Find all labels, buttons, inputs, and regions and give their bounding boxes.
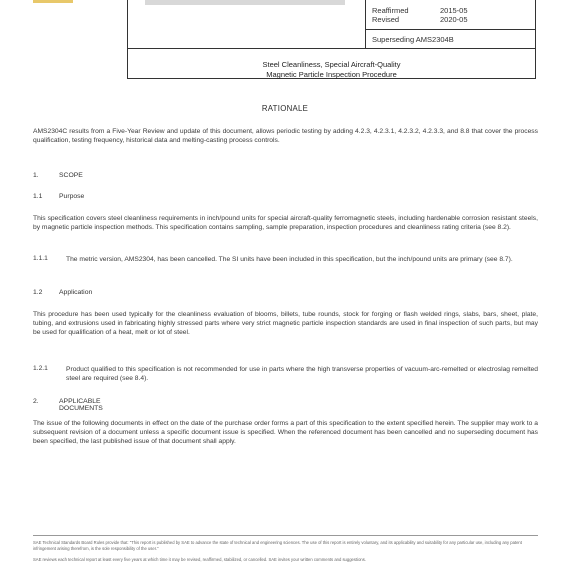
section-title: SCOPE (59, 172, 83, 179)
title-line-2: Magnetic Particle Inspection Procedure (266, 70, 397, 79)
section-2-text: The issue of the following documents in effect on the date of the purchase order forms a part of this specification to the extent specified herein. The supplier may work to a subsequent revision of a document unless a specific document issue is specified. When the referenced document has been cancelled and no superseding document has been specified, the last published issue of that document shall apply. (33, 420, 538, 446)
header-designation-fragment (145, 0, 345, 5)
section-number: 1.1 (33, 193, 43, 200)
rationale-text: AMS2304C results from a Five-Year Review and update of this document, allows periodic testing by adding 4.2.3, 4.2.3.1, 4.2.3.2, 4.2.3.3, and 8.8 that cover the process qualification, testing frequency, historical data and melting-casting process controls. (33, 128, 538, 145)
section-number: 1.2.1 (33, 365, 48, 372)
reaffirmed-date: 2015-05 (440, 6, 468, 15)
document-title (127, 60, 536, 80)
header-box-rule (365, 29, 536, 30)
reaffirmed-label: Reaffirmed (372, 6, 409, 15)
sae-logo-fragment (33, 0, 73, 3)
revised-date: 2020-05 (440, 15, 468, 24)
section-title: Purpose (59, 193, 85, 200)
header-box-rule (127, 48, 536, 49)
section-title: Application (59, 289, 93, 296)
section-number: 2. (33, 398, 39, 405)
rationale-heading: RATIONALE (261, 104, 309, 113)
section-number: 1. (33, 172, 39, 179)
section-1-2-text: This procedure has been used typically for the cleanliness evaluation of blooms, billets, tube rounds, stock for forging or flash welded rings, slabs, bars, sheet, plate, tubing, and extrusions used in fabricating highly stressed parts where very strict magnetic particle inspection standards are used in final inspection of such parts, but may be used for qualification of a heat, melt or lot of steel. (33, 311, 538, 337)
footer-review-notice: SAE reviews each technical report at least every five years at which time it may be revised, reaffirmed, stabilized, or cancelled. SAE invites your written comments and suggestions. (33, 557, 366, 562)
section-1-1-1-text: The metric version, AMS2304, has been cancelled. The SI units have been included in this specification, but the inch/pound units are primary (see 8.7). (66, 256, 513, 263)
revised-label: Revised (372, 15, 400, 24)
section-number: 1.2 (33, 289, 43, 296)
section-number: 1.1.1 (33, 255, 48, 262)
header-box-divider (365, 0, 366, 48)
section-1-2-1-text: Product qualified to this specification is not recommended for use in parts where the high transverse properties of vacuum-arc-remelted or electroslag remelted steel are required (see 8.4). (66, 366, 538, 383)
title-line-1: Steel Cleanliness, Special Aircraft-Quality (262, 60, 401, 69)
section-1-1-text: This specification covers steel cleanliness requirements in inch/pound units for special aircraft-quality ferromagnetic steels, including hardenable corrosion resistant steels, by magnetic particle inspection methods. This specification contains sampling, sample preparation, inspection procedures and cleanliness rating criteria (see 8.2). (33, 215, 538, 232)
section-title: APPLICABLE DOCUMENTS (59, 398, 103, 412)
superseding-note: Superseding AMS2304B (372, 35, 454, 44)
footer-divider (33, 535, 538, 536)
footer-notice: SAE Technical Standards Board Rules provide that: "This report is published by SAE to advance the state of technical and engineering sciences. The use of this report is entirely voluntary, and its applicability and suitability for any particular use, including any patent infringement arising therefrom, is the sole responsibility of the user." (33, 540, 522, 551)
